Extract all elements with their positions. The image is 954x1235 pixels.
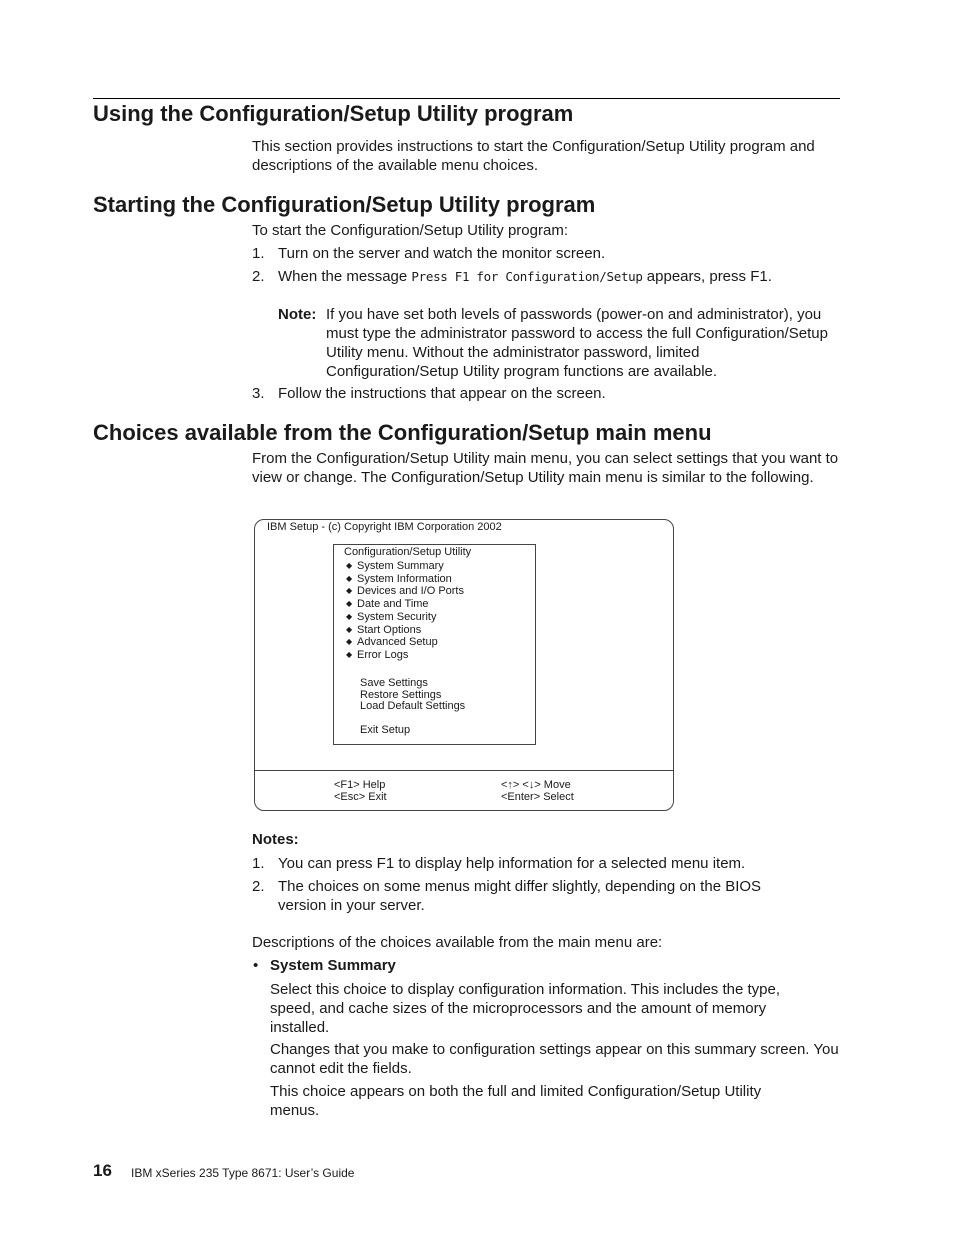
footer-help-key: <F1> Help bbox=[334, 779, 386, 791]
message-code: Press F1 for Configuration/Setup bbox=[411, 269, 643, 284]
menu-item-list bbox=[346, 560, 464, 662]
step-number: 2. bbox=[252, 268, 265, 285]
note-label: Note: bbox=[278, 306, 317, 323]
setup-screen-figure bbox=[254, 519, 674, 811]
diamond-bullet-icon: ◆ bbox=[346, 599, 353, 609]
note-item-text: The choices on some menus might differ slightly, depending on the BIOS version in your server. bbox=[278, 878, 762, 914]
system-summary-title: System Summary bbox=[270, 957, 396, 974]
setup-main-menu bbox=[333, 544, 536, 745]
system-summary-desc: Select this choice to display configuration information. This includes the type, speed, and cache sizes of the microprocessors and the amount of memory installed. bbox=[270, 981, 780, 1036]
diamond-bullet-icon: ◆ bbox=[346, 624, 353, 634]
menu-item-label: Advanced Setup bbox=[357, 636, 438, 649]
heading-starting-setup: Starting the Configuration/Setup Utility program bbox=[93, 192, 596, 217]
footer-exit-key: <Esc> Exit bbox=[334, 791, 387, 803]
menu-item bbox=[346, 624, 464, 637]
step-text-pre: When the message bbox=[278, 268, 412, 285]
notes-label: Notes: bbox=[252, 831, 299, 848]
choices-intro: From the Configuration/Setup Utility main menu, you can select settings that you want to view or change. The Configuration/Setup Utility main menu is similar to the following. bbox=[252, 450, 839, 486]
diamond-bullet-icon: ◆ bbox=[346, 586, 353, 596]
note-number: 2. bbox=[252, 878, 265, 895]
system-summary-availability: This choice appears on both the full and limited Configuration/Setup Utility menus. bbox=[270, 1083, 762, 1119]
menu-item bbox=[346, 560, 464, 573]
page-footer-text: IBM xSeries 235 Type 8671: User’s Guide bbox=[131, 1166, 355, 1180]
menu-item-label: Error Logs bbox=[357, 648, 409, 661]
menu-item bbox=[346, 573, 464, 586]
system-summary-changes: Changes that you make to configuration settings appear on this summary screen. You cannot edit the fields. bbox=[270, 1041, 839, 1077]
menu-item bbox=[346, 611, 464, 624]
heading-using-setup: Using the Configuration/Setup Utility program bbox=[93, 101, 574, 126]
menu-exit-setup: Exit Setup bbox=[360, 724, 411, 736]
step-text: Follow the instructions that appear on the screen. bbox=[278, 385, 606, 402]
menu-item bbox=[346, 649, 464, 662]
step-number: 3. bbox=[252, 385, 265, 402]
start-intro: To start the Configuration/Setup Utility program: bbox=[252, 222, 568, 239]
menu-item-label: System Summary bbox=[357, 560, 444, 572]
descriptions-intro: Descriptions of the choices available from the main menu are: bbox=[252, 934, 663, 951]
step-text-post: appears, press F1. bbox=[642, 268, 772, 285]
menu-load-default-settings: Load Default Settings bbox=[360, 700, 466, 712]
menu-item-label: Start Options bbox=[357, 623, 422, 636]
diamond-bullet-icon: ◆ bbox=[346, 649, 353, 659]
menu-item bbox=[346, 585, 464, 598]
menu-item-label: Date and Time bbox=[357, 598, 429, 611]
step-text bbox=[278, 267, 838, 286]
screen-divider bbox=[255, 770, 673, 771]
page-number: 16 bbox=[93, 1161, 112, 1180]
heading-choices: Choices available from the Configuration/Setup main menu bbox=[93, 420, 712, 445]
note-item-text: You can press F1 to display help information for a selected menu item. bbox=[278, 855, 746, 872]
bullet-icon: • bbox=[253, 957, 259, 974]
menu-item-label: System Security bbox=[357, 610, 437, 623]
diamond-bullet-icon: ◆ bbox=[346, 637, 353, 647]
step-text: Turn on the server and watch the monitor screen. bbox=[278, 245, 606, 262]
setup-screen-title: IBM Setup - (c) Copyright IBM Corporation 2002 bbox=[267, 521, 502, 533]
menu-save-settings: Save Settings bbox=[360, 677, 428, 689]
footer-move-key: <↑> <↓> Move bbox=[501, 779, 571, 791]
diamond-bullet-icon: ◆ bbox=[346, 573, 353, 583]
menu-title: Configuration/Setup Utility bbox=[344, 546, 472, 558]
diamond-bullet-icon: ◆ bbox=[346, 611, 353, 621]
note-text: If you have set both levels of passwords (power-on and administrator), you must type the administrator password to access the full Configuration/Setup Utility menu. Without the administrator password, limited Configuration/Setup Utility program functions are available. bbox=[326, 306, 828, 380]
menu-item-label: Devices and I/O Ports bbox=[357, 585, 464, 598]
footer-select-key: <Enter> Select bbox=[501, 791, 574, 803]
intro-paragraph: This section provides instructions to start the Configuration/Setup Utility program and descriptions of the available menu choices. bbox=[252, 138, 815, 174]
step-number: 1. bbox=[252, 245, 265, 262]
diamond-bullet-icon: ◆ bbox=[346, 561, 353, 570]
top-rule bbox=[93, 98, 840, 99]
note-number: 1. bbox=[252, 855, 265, 872]
menu-item-label: System Information bbox=[357, 572, 452, 585]
menu-item bbox=[346, 598, 464, 611]
menu-item bbox=[346, 636, 464, 649]
menu-restore-settings: Restore Settings bbox=[360, 689, 442, 701]
